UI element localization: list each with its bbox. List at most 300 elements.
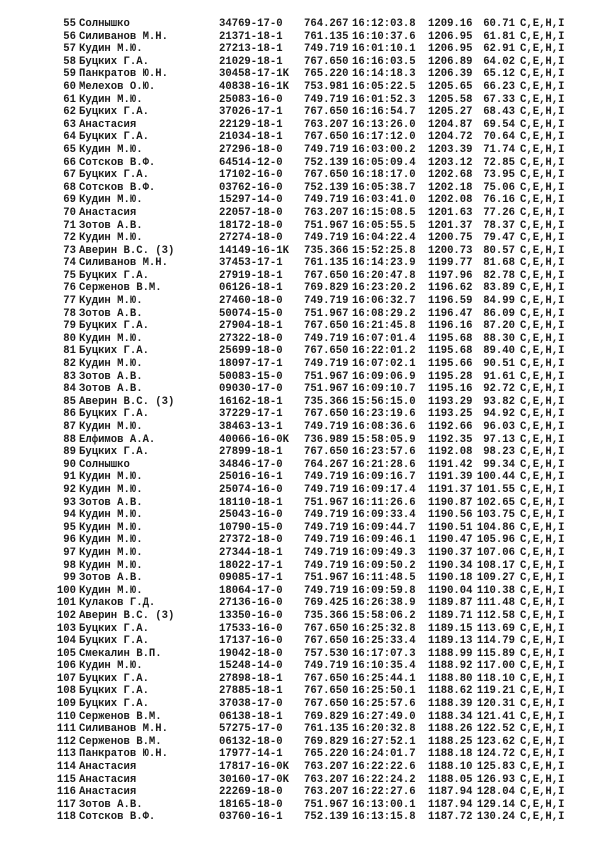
speed: 1188.34 — [428, 710, 473, 723]
table-row — [0, 597, 600, 610]
ring-number: 27322-18-0 — [219, 332, 283, 345]
rank: 73 — [63, 244, 76, 257]
table-row — [0, 18, 600, 31]
rank: 69 — [63, 194, 76, 207]
ring-number: 17817-16-0K — [219, 761, 289, 774]
ring-number: 27898-18-1 — [219, 672, 283, 685]
arrival-time: 16:24:01.7 — [352, 748, 416, 761]
ring-number: 15297-14-0 — [219, 194, 283, 207]
categories: C,E,H,I — [520, 773, 565, 786]
distance: 749.719 — [304, 143, 349, 156]
points: 114.79 — [476, 635, 515, 648]
categories: C,E,H,I — [520, 118, 565, 131]
participant-name: Буцких Г.А. — [79, 635, 149, 648]
rank: 101 — [56, 597, 76, 610]
speed: 1189.13 — [428, 635, 473, 648]
participant-name: Панкратов Ю.Н. — [79, 68, 169, 81]
rank: 89 — [63, 446, 76, 459]
speed: 1202.68 — [428, 169, 473, 182]
ring-number: 27274-18-0 — [219, 232, 283, 245]
participant-name: Серженов В.М. — [79, 710, 162, 723]
distance: 757.530 — [304, 647, 349, 660]
arrival-time: 16:27:49.0 — [352, 710, 416, 723]
participant-name: Буцких Г.А. — [79, 622, 149, 635]
speed: 1190.47 — [428, 534, 473, 547]
participant-name: Буцких Г.А. — [79, 345, 149, 358]
rank: 79 — [63, 320, 76, 333]
distance: 751.967 — [304, 572, 349, 585]
speed: 1201.63 — [428, 206, 473, 219]
participant-name: Кудин М.Ю. — [79, 584, 143, 597]
rank: 57 — [63, 43, 76, 56]
ring-number: 18110-18-1 — [219, 496, 283, 509]
arrival-time: 16:09:10.7 — [352, 383, 416, 396]
categories: C,E,H,I — [520, 106, 565, 119]
participant-name: Кудин М.Ю. — [79, 483, 143, 496]
rank: 83 — [63, 370, 76, 383]
participant-name: Кудин М.Ю. — [79, 43, 143, 56]
points: 75.06 — [483, 181, 515, 194]
ring-number: 19042-18-0 — [219, 647, 283, 660]
points: 92.72 — [483, 383, 515, 396]
categories: C,E,H,I — [520, 609, 565, 622]
arrival-time: 16:22:24.2 — [352, 773, 416, 786]
table-row — [0, 736, 600, 749]
speed: 1187.94 — [428, 786, 473, 799]
rank: 113 — [56, 748, 76, 761]
participant-name: Анастасия — [79, 118, 137, 131]
distance: 767.650 — [304, 408, 349, 421]
speed: 1196.59 — [428, 295, 473, 308]
table-row — [0, 245, 600, 258]
speed: 1192.08 — [428, 446, 473, 459]
speed: 1191.42 — [428, 458, 473, 471]
speed: 1191.39 — [428, 471, 473, 484]
ring-number: 25043-16-0 — [219, 509, 283, 522]
arrival-time: 15:56:15.0 — [352, 395, 416, 408]
distance: 749.719 — [304, 521, 349, 534]
table-row — [0, 723, 600, 736]
distance: 769.829 — [304, 735, 349, 748]
table-row — [0, 471, 600, 484]
ring-number: 37038-17-0 — [219, 698, 283, 711]
participant-name: Буцких Г.А. — [79, 106, 149, 119]
categories: C,E,H,I — [520, 295, 565, 308]
speed: 1195.66 — [428, 358, 473, 371]
distance: 764.267 — [304, 18, 349, 30]
distance: 751.967 — [304, 370, 349, 383]
rank: 74 — [63, 257, 76, 270]
categories: C,E,H,I — [520, 93, 565, 106]
arrival-time: 16:10:37.6 — [352, 30, 416, 43]
participant-name: Зотов А.В. — [79, 383, 143, 396]
arrival-time: 16:27:52.1 — [352, 735, 416, 748]
rank: 112 — [56, 735, 76, 748]
categories: C,E,H,I — [520, 622, 565, 635]
categories: C,E,H,I — [520, 710, 565, 723]
table-row — [0, 282, 600, 295]
points: 76.16 — [483, 194, 515, 207]
ring-number: 10790-15-0 — [219, 521, 283, 534]
arrival-time: 16:25:33.4 — [352, 635, 416, 648]
arrival-time: 16:11:48.5 — [352, 572, 416, 585]
rank: 68 — [63, 181, 76, 194]
arrival-time: 16:01:10.1 — [352, 43, 416, 56]
table-row — [0, 711, 600, 724]
table-row — [0, 560, 600, 573]
points: 99.34 — [483, 458, 515, 471]
categories: C,E,H,I — [520, 408, 565, 421]
categories: C,E,H,I — [520, 635, 565, 648]
rank: 93 — [63, 496, 76, 509]
categories: C,E,H,I — [520, 358, 565, 371]
ring-number: 27213-18-1 — [219, 43, 283, 56]
rank: 72 — [63, 232, 76, 245]
distance: 749.719 — [304, 471, 349, 484]
points: 91.61 — [483, 370, 515, 383]
speed: 1187.94 — [428, 798, 473, 811]
speed: 1204.72 — [428, 131, 473, 144]
distance: 749.719 — [304, 332, 349, 345]
distance: 767.650 — [304, 345, 349, 358]
categories: C,E,H,I — [520, 572, 565, 585]
speed: 1188.10 — [428, 761, 473, 774]
distance: 749.719 — [304, 421, 349, 433]
participant-name: Силиванов М.Н. — [79, 257, 169, 270]
ring-number: 27919-18-1 — [219, 269, 283, 282]
speed: 1196.47 — [428, 307, 473, 320]
categories: C,E,H,I — [520, 798, 565, 811]
ring-number: 27904-18-1 — [219, 320, 283, 333]
distance: 767.650 — [304, 446, 349, 459]
speed: 1187.72 — [428, 811, 473, 824]
distance: 735.366 — [304, 395, 349, 408]
points: 115.89 — [476, 647, 515, 660]
points: 129.14 — [476, 798, 515, 811]
rank: 82 — [63, 358, 76, 371]
arrival-time: 16:09:50.2 — [352, 559, 416, 572]
distance: 749.719 — [304, 232, 349, 245]
participant-name: Буцких Г.А. — [79, 685, 149, 698]
participant-name: Буцких Г.А. — [79, 446, 149, 459]
table-row — [0, 81, 600, 94]
rank: 80 — [63, 332, 76, 345]
arrival-time: 16:04:22.4 — [352, 232, 416, 245]
distance: 749.719 — [304, 534, 349, 547]
arrival-time: 16:07:02.1 — [352, 358, 416, 371]
arrival-time: 15:58:05.9 — [352, 433, 416, 446]
participant-name: Буцких Г.А. — [79, 269, 149, 282]
table-row — [0, 623, 600, 636]
speed: 1200.73 — [428, 244, 473, 257]
rank: 86 — [63, 408, 76, 421]
points: 97.13 — [483, 433, 515, 446]
arrival-time: 16:12:03.8 — [352, 18, 416, 30]
points: 94.92 — [483, 408, 515, 421]
distance: 763.207 — [304, 786, 349, 799]
rank: 66 — [63, 156, 76, 169]
points: 62.91 — [483, 43, 515, 56]
points: 110.38 — [476, 584, 515, 597]
participant-name: Кудин М.Ю. — [79, 93, 143, 106]
categories: C,E,H,I — [520, 345, 565, 358]
speed: 1190.04 — [428, 584, 473, 597]
participant-name: Панкратов Ю.Н. — [79, 748, 169, 761]
distance: 767.650 — [304, 635, 349, 648]
ring-number: 09085-17-1 — [219, 572, 283, 585]
arrival-time: 16:23:20.2 — [352, 282, 416, 295]
ring-number: 27136-16-0 — [219, 597, 283, 610]
rank: 104 — [56, 635, 76, 648]
distance: 749.719 — [304, 194, 349, 207]
arrival-time: 16:08:29.2 — [352, 307, 416, 320]
participant-name: Солнышко — [79, 18, 130, 30]
points: 79.47 — [483, 232, 515, 245]
distance: 751.967 — [304, 307, 349, 320]
speed: 1193.25 — [428, 408, 473, 421]
distance: 736.989 — [304, 433, 349, 446]
speed: 1196.62 — [428, 282, 473, 295]
categories: C,E,H,I — [520, 181, 565, 194]
arrival-time: 16:05:38.7 — [352, 181, 416, 194]
table-row — [0, 610, 600, 623]
points: 128.04 — [476, 786, 515, 799]
rank: 84 — [63, 383, 76, 396]
distance: 752.139 — [304, 156, 349, 169]
arrival-time: 16:09:17.4 — [352, 483, 416, 496]
speed: 1199.77 — [428, 257, 473, 270]
rank: 85 — [63, 395, 76, 408]
rank: 59 — [63, 68, 76, 81]
table-row — [0, 396, 600, 409]
arrival-time: 16:05:09.4 — [352, 156, 416, 169]
participant-name: Анастасия — [79, 786, 137, 799]
ring-number: 27296-18-0 — [219, 143, 283, 156]
rank: 100 — [56, 584, 76, 597]
arrival-time: 16:09:44.7 — [352, 521, 416, 534]
rank: 88 — [63, 433, 76, 446]
participant-name: Зотов А.В. — [79, 572, 143, 585]
speed: 1188.25 — [428, 735, 473, 748]
categories: C,E,H,I — [520, 156, 565, 169]
participant-name: Кудин М.Ю. — [79, 295, 143, 308]
distance: 769.829 — [304, 710, 349, 723]
rank: 81 — [63, 345, 76, 358]
categories: C,E,H,I — [520, 80, 565, 93]
rank: 67 — [63, 169, 76, 182]
ring-number: 27372-18-0 — [219, 534, 283, 547]
table-row — [0, 799, 600, 812]
distance: 763.207 — [304, 761, 349, 774]
ring-number: 57275-17-0 — [219, 723, 283, 736]
rank: 108 — [56, 685, 76, 698]
speed: 1189.71 — [428, 609, 473, 622]
participant-name: Буцких Г.А. — [79, 408, 149, 421]
speed: 1202.18 — [428, 181, 473, 194]
speed: 1206.95 — [428, 43, 473, 56]
points: 107.06 — [476, 546, 515, 559]
ring-number: 27344-18-1 — [219, 546, 283, 559]
categories: C,E,H,I — [520, 735, 565, 748]
rank: 90 — [63, 458, 76, 471]
arrival-time: 16:16:03.5 — [352, 55, 416, 68]
categories: C,E,H,I — [520, 383, 565, 396]
table-row — [0, 207, 600, 220]
distance: 764.267 — [304, 458, 349, 471]
points: 70.64 — [483, 131, 515, 144]
arrival-time: 16:15:08.5 — [352, 206, 416, 219]
table-row — [0, 446, 600, 459]
speed: 1203.12 — [428, 156, 473, 169]
speed: 1201.37 — [428, 219, 473, 232]
arrival-time: 16:08:36.6 — [352, 421, 416, 433]
participant-name: Аверин В.С. (3) — [79, 244, 175, 257]
categories: C,E,H,I — [520, 546, 565, 559]
points: 100.44 — [476, 471, 515, 484]
rank: 109 — [56, 698, 76, 711]
arrival-time: 16:25:32.8 — [352, 622, 416, 635]
points: 119.21 — [476, 685, 515, 698]
table-row — [0, 257, 600, 270]
ring-number: 16162-18-1 — [219, 395, 283, 408]
table-row — [0, 572, 600, 585]
points: 117.00 — [476, 660, 515, 673]
points: 130.24 — [476, 811, 515, 824]
arrival-time: 16:06:32.7 — [352, 295, 416, 308]
table-row — [0, 459, 600, 472]
distance: 749.719 — [304, 660, 349, 673]
participant-name: Анастасия — [79, 773, 137, 786]
ring-number: 18022-17-1 — [219, 559, 283, 572]
categories: C,E,H,I — [520, 169, 565, 182]
speed: 1195.28 — [428, 370, 473, 383]
arrival-time: 16:11:26.6 — [352, 496, 416, 509]
ring-number: 17977-14-1 — [219, 748, 283, 761]
speed: 1191.37 — [428, 483, 473, 496]
distance: 749.719 — [304, 559, 349, 572]
table-row — [0, 31, 600, 44]
arrival-time: 16:25:44.1 — [352, 672, 416, 685]
points: 89.40 — [483, 345, 515, 358]
table-row — [0, 522, 600, 535]
speed: 1206.95 — [428, 30, 473, 43]
categories: C,E,H,I — [520, 257, 565, 270]
distance: 753.981 — [304, 80, 349, 93]
arrival-time: 16:26:38.9 — [352, 597, 416, 610]
participant-name: Кудин М.Ю. — [79, 559, 143, 572]
categories: C,E,H,I — [520, 584, 565, 597]
arrival-time: 16:22:01.2 — [352, 345, 416, 358]
categories: C,E,H,I — [520, 18, 565, 30]
ring-number: 21029-18-1 — [219, 55, 283, 68]
distance: 751.967 — [304, 219, 349, 232]
distance: 767.650 — [304, 622, 349, 635]
arrival-time: 16:14:18.3 — [352, 68, 416, 81]
distance: 752.139 — [304, 811, 349, 824]
points: 60.71 — [483, 18, 515, 30]
table-row — [0, 774, 600, 787]
categories: C,E,H,I — [520, 421, 565, 433]
table-row — [0, 345, 600, 358]
points: 102.65 — [476, 496, 515, 509]
distance: 761.135 — [304, 723, 349, 736]
arrival-time: 16:09:49.3 — [352, 546, 416, 559]
points: 88.30 — [483, 332, 515, 345]
arrival-time: 16:09:59.8 — [352, 584, 416, 597]
categories: C,E,H,I — [520, 660, 565, 673]
table-row — [0, 169, 600, 182]
speed: 1203.39 — [428, 143, 473, 156]
speed: 1206.89 — [428, 55, 473, 68]
arrival-time: 16:07:01.4 — [352, 332, 416, 345]
arrival-time: 16:05:55.5 — [352, 219, 416, 232]
table-row — [0, 68, 600, 81]
categories: C,E,H,I — [520, 811, 565, 824]
points: 108.17 — [476, 559, 515, 572]
arrival-time: 15:52:25.8 — [352, 244, 416, 257]
rank: 75 — [63, 269, 76, 282]
rank: 95 — [63, 521, 76, 534]
speed: 1188.39 — [428, 698, 473, 711]
participant-name: Сотсков В.Ф. — [79, 156, 156, 169]
rank: 117 — [56, 798, 76, 811]
categories: C,E,H,I — [520, 30, 565, 43]
ring-number: 50083-15-0 — [219, 370, 283, 383]
table-row — [0, 106, 600, 119]
arrival-time: 16:13:15.8 — [352, 811, 416, 824]
rank: 107 — [56, 672, 76, 685]
points: 121.41 — [476, 710, 515, 723]
speed: 1197.96 — [428, 269, 473, 282]
participant-name: Анастасия — [79, 761, 137, 774]
ring-number: 22269-18-0 — [219, 786, 283, 799]
participant-name: Кудин М.Ю. — [79, 332, 143, 345]
points: 126.93 — [476, 773, 515, 786]
ring-number: 14149-16-1K — [219, 244, 289, 257]
ring-number: 50074-15-0 — [219, 307, 283, 320]
distance: 752.139 — [304, 181, 349, 194]
table-row — [0, 131, 600, 144]
table-row — [0, 232, 600, 245]
table-row — [0, 673, 600, 686]
rank: 62 — [63, 106, 76, 119]
points: 105.96 — [476, 534, 515, 547]
points: 86.09 — [483, 307, 515, 320]
arrival-time: 16:23:19.6 — [352, 408, 416, 421]
arrival-time: 16:03:00.2 — [352, 143, 416, 156]
arrival-time: 16:25:57.6 — [352, 698, 416, 711]
points: 65.12 — [483, 68, 515, 81]
points: 93.82 — [483, 395, 515, 408]
rank: 111 — [56, 723, 76, 736]
speed: 1193.29 — [428, 395, 473, 408]
points: 104.86 — [476, 521, 515, 534]
rank: 71 — [63, 219, 76, 232]
speed: 1188.26 — [428, 723, 473, 736]
participant-name: Зотов А.В. — [79, 219, 143, 232]
points: 83.89 — [483, 282, 515, 295]
points: 111.48 — [476, 597, 515, 610]
ring-number: 09030-17-0 — [219, 383, 283, 396]
points: 123.62 — [476, 735, 515, 748]
points: 68.43 — [483, 106, 515, 119]
ring-number: 17137-16-0 — [219, 635, 283, 648]
points: 84.99 — [483, 295, 515, 308]
table-row — [0, 371, 600, 384]
speed: 1205.65 — [428, 80, 473, 93]
participant-name: Сотсков В.Ф. — [79, 181, 156, 194]
distance: 769.425 — [304, 597, 349, 610]
